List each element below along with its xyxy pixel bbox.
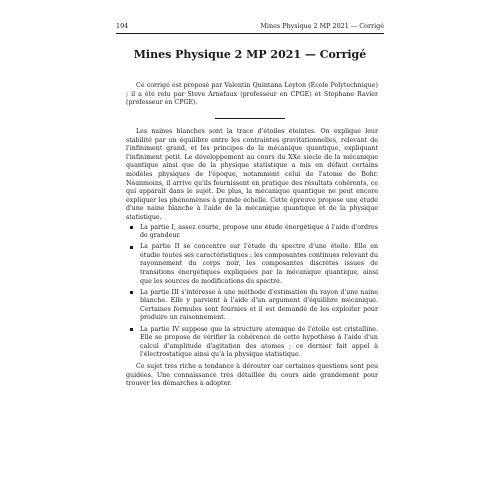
list-item <box>126 243 378 286</box>
parts-list <box>126 224 378 360</box>
list-item <box>126 326 378 360</box>
list-item <box>126 289 378 323</box>
closing-paragraph: Ce sujet très riche a tendance à dérouter car certaines questions sont peu guidées. Une connaissance très détaillée du cours aide grandement pour trouver les démarches à adopter. <box>126 362 378 388</box>
intro-paragraph: Ce corrigé est proposé par Valentin Quintana Leyton (École Polytechnique) ; il a été relu par Steve Arnefaux (professeur en CPGE) et Stéphane Ravier (professeur en CPGE). <box>126 82 378 107</box>
list-item-text: La partie II se concentre sur l'étude du spectre d'une étoile. Elle en étudie toutes ses caractéristiques : les composantes continues relevant du rayonnement du corps noir, les composantes discrètes issues de transitions énergétiques expliquées par la mécanique quantique, ainsi que les sources de modifications du spectre. <box>140 243 379 285</box>
list-item-text: La partie I, assez courte, propose une étude énergétique à l'aide d'ordres de grandeur. <box>140 223 378 240</box>
running-header <box>116 16 384 34</box>
bullet-icon <box>130 291 133 294</box>
bullet-icon <box>130 328 133 331</box>
page-title: Mines Physique 2 MP 2021 — Corrigé <box>133 48 367 61</box>
list-item <box>126 224 378 241</box>
page-number: 194 <box>116 22 129 30</box>
bullet-icon <box>130 246 133 249</box>
book-page <box>98 12 402 488</box>
running-title: Mines Physique 2 MP 2021 — Corrigé <box>260 22 384 30</box>
list-item-text: La partie IV suppose que la structure atomique de l'étoile est cristalline. Elle se propose de vérifier la cohérence de cette hypothèse à l'aide d'un calcul d'amplitude d'agitation des atomes ; ce dernier fait appel à l'électrostatique ainsi qu'à la physique statistique. <box>140 325 378 359</box>
body-text <box>126 128 378 389</box>
list-item-text: La partie III s'intéresse à une méthode d'estimation du rayon d'une naine blanche. Elle y parvient à l'aide d'un argument d'équilibre mécanique. Certaines formules sont fournies et il est demandé de les exploiter pour produire un raisonnement. <box>140 288 378 322</box>
body-paragraph: Les naines blanches sont la trace d'étoiles éteintes. On explique leur stabilité par un équilibre entre les contraintes gravitationnelles, relevant de l'infiniment grand, et les principes de la mécanique quantique, expliquant l'infiniment petit. Le développement au cours du XXe siècle de la mécanique quantique ainsi que de la physique statistique a mis en défaut certains modèles physiques de l'époque, notamment celui de l'atome de Bohr. Néanmoins, il arrive qu'ils fournissent en pratique des résultats cohérents, ce qui apparaît dans le sujet. De plus, la mécanique quantique ne peut encore expliquer les phénomènes à grande échelle. Cette épreuve propose une étude d'une naine blanche à l'aide de la mécanique quantique et de la physique statistique. <box>126 128 378 221</box>
bullet-icon <box>130 226 133 229</box>
separator-rule <box>215 118 285 119</box>
